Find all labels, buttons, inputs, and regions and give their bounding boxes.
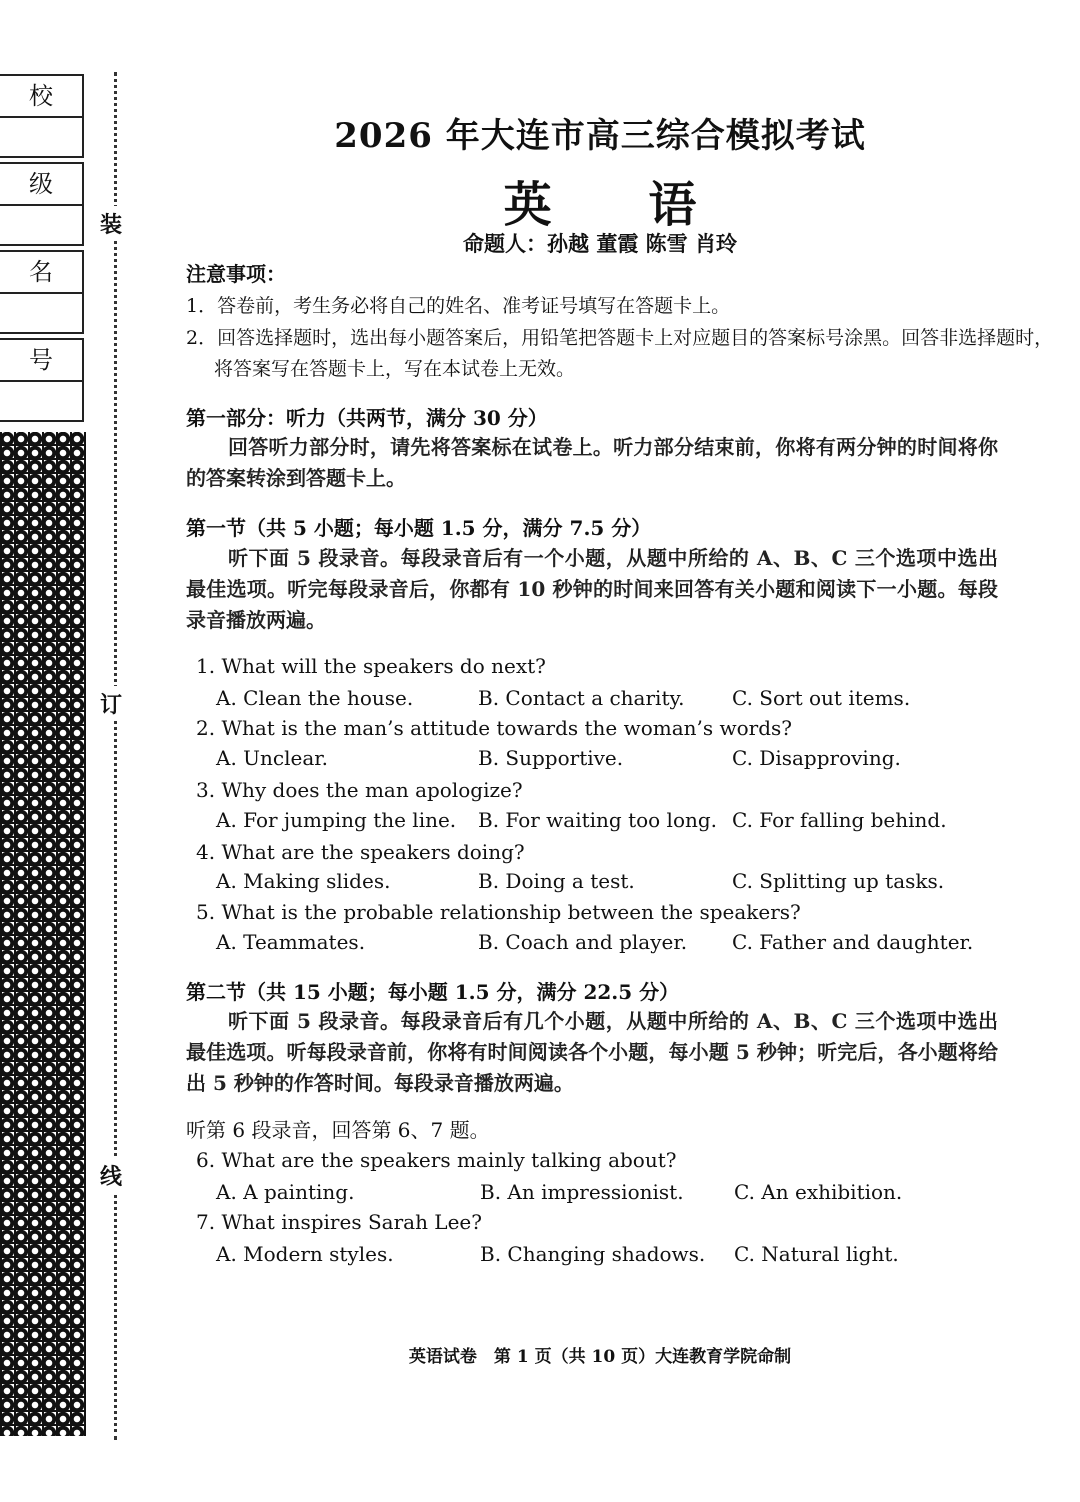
class-box xyxy=(0,162,84,246)
q5-option-b: B. Coach and player. xyxy=(478,930,688,954)
school-box xyxy=(0,74,84,158)
notice-heading: 注意事项： xyxy=(186,262,286,286)
section1-heading: 第一节（共 5 小题；每小题 1.5 分，满分 7.5 分） xyxy=(186,516,652,540)
page-footer: 英语试卷 第 1 页（共 10 页）大连教育学院命制 xyxy=(408,1347,792,1367)
q5-option-a: A. Teammates. xyxy=(216,930,366,954)
exam-title: 2026 年大连市高三综合模拟考试 xyxy=(334,116,866,156)
question-5: 5. What is the probable relationship between the speakers? xyxy=(196,900,801,924)
number-box xyxy=(0,338,84,422)
section1-intro: 听下面 5 段录音。每段录音后有一个小题，从题中所给的 A、B、C 三个选项中选出最佳选项。听完每段录音后，你都有 10 秒钟的时间来回答有关小题和阅读下一小题。每段录音播放两遍。 xyxy=(186,546,998,632)
decorative-pattern xyxy=(0,432,86,1436)
q7-option-c: C. Natural light. xyxy=(734,1242,899,1266)
school-blank xyxy=(0,118,82,156)
q6-option-a: A. A painting. xyxy=(216,1180,355,1204)
part1-heading: 第一部分：听力（共两节，满分 30 分） xyxy=(186,406,548,430)
question-6: 6. What are the speakers mainly talking about? xyxy=(196,1148,677,1172)
q6-option-c: C. An exhibition. xyxy=(734,1180,903,1204)
subject-title: 英 语 xyxy=(503,177,737,233)
name-box xyxy=(0,250,84,334)
name-label: 名 xyxy=(0,252,82,294)
binding-char-zhuang: 装 xyxy=(100,206,122,241)
class-blank xyxy=(0,206,82,244)
authors: 命题人：孙越 董霞 陈雪 肖玲 xyxy=(463,231,737,256)
q4-option-b: B. Doing a test. xyxy=(478,869,635,893)
question-2: 2. What is the man’s attitude towards the woman’s words? xyxy=(196,716,793,740)
q2-option-a: A. Unclear. xyxy=(216,746,328,770)
school-label: 校 xyxy=(0,76,82,118)
q2-option-b: B. Supportive. xyxy=(478,746,624,770)
number-label: 号 xyxy=(0,340,82,382)
section2-heading: 第二节（共 15 小题；每小题 1.5 分，满分 22.5 分） xyxy=(186,980,680,1004)
binding-line xyxy=(114,72,117,1440)
question-7: 7. What inspires Sarah Lee? xyxy=(196,1210,482,1234)
q3-option-b: B. For waiting too long. xyxy=(478,808,718,832)
q1-option-a: A. Clean the house. xyxy=(216,686,414,710)
q5-option-c: C. Father and daughter. xyxy=(732,930,974,954)
q1-option-c: C. Sort out items. xyxy=(732,686,911,710)
part1-intro: 回答听力部分时，请先将答案标在试卷上。听力部分结束前，你将有两分钟的时间将你的答案转涂到答题卡上。 xyxy=(186,435,998,490)
q7-option-b: B. Changing shadows. xyxy=(480,1242,706,1266)
q6-option-b: B. An impressionist. xyxy=(480,1180,684,1204)
passage6-instruction: 听第 6 段录音，回答第 6、7 题。 xyxy=(186,1118,490,1142)
question-1: 1. What will the speakers do next? xyxy=(196,654,546,678)
question-3: 3. Why does the man apologize? xyxy=(196,778,523,802)
notice-item-1: 1．答卷前，考生务必将自己的姓名、准考证号填写在答题卡上。 xyxy=(186,295,731,317)
section2-intro: 听下面 5 段录音。每段录音后有几个小题，从题中所给的 A、B、C 三个选项中选出最佳选项。听每段录音前，你将有时间阅读各个小题，每小题 5 秒钟；听完后，各小题将给出 5 秒钟的作答时间。每段录音播放两遍。 xyxy=(186,1009,998,1095)
class-label: 级 xyxy=(0,164,82,206)
q3-option-c: C. For falling behind. xyxy=(732,808,947,832)
number-blank xyxy=(0,382,82,420)
q7-option-a: A. Modern styles. xyxy=(216,1242,394,1266)
binding-char-xian: 线 xyxy=(100,1158,122,1193)
q4-option-c: C. Splitting up tasks. xyxy=(732,869,945,893)
name-blank xyxy=(0,294,82,332)
q1-option-b: B. Contact a charity. xyxy=(478,686,685,710)
binding-char-ding: 订 xyxy=(100,686,122,721)
q3-option-a: A. For jumping the line. xyxy=(216,808,457,832)
q4-option-a: A. Making slides. xyxy=(216,869,391,893)
notice-item-2: 2．回答选择题时，选出每小题答案后，用铅笔把答题卡上对应题目的答案标号涂黑。回答非选择题时， xyxy=(186,327,1054,349)
notice-item-2-cont: 将答案写在答题卡上，写在本试卷上无效。 xyxy=(214,358,576,380)
question-4: 4. What are the speakers doing? xyxy=(196,840,525,864)
q2-option-c: C. Disapproving. xyxy=(732,746,901,770)
